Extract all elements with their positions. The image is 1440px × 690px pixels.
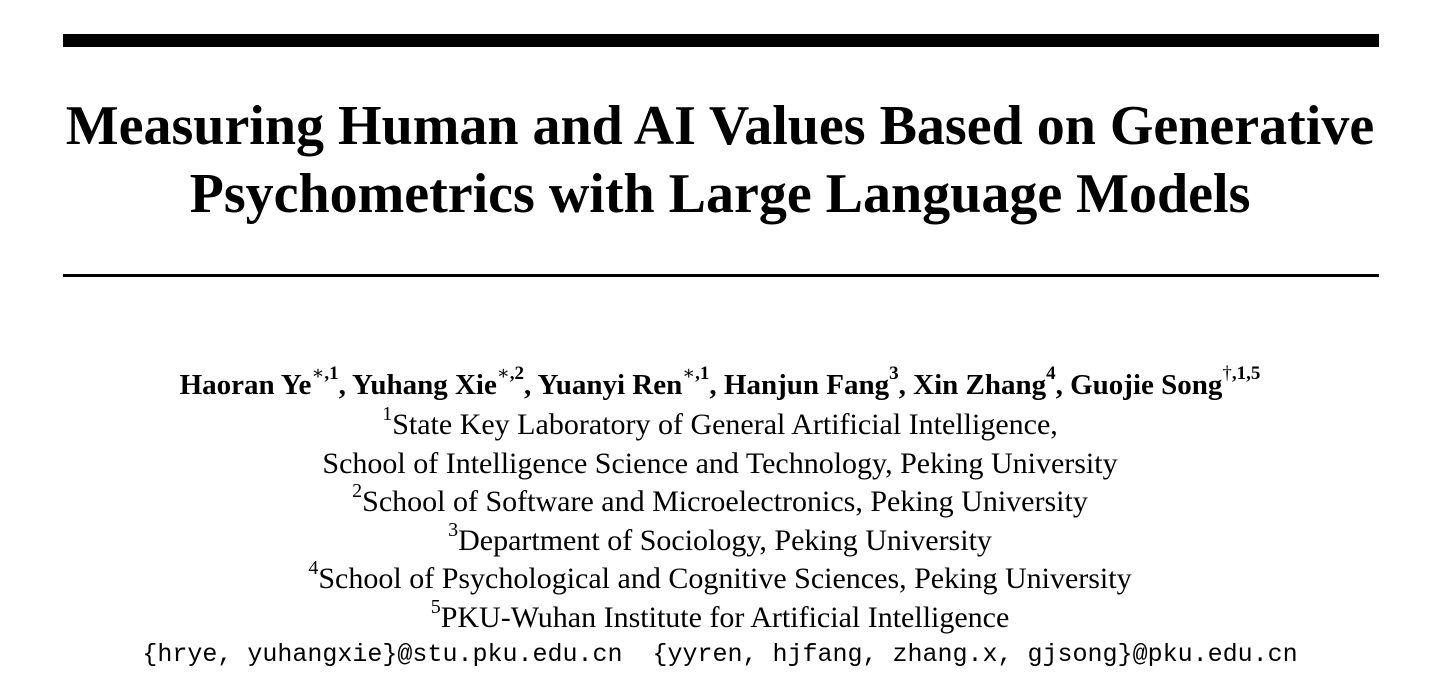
title-line-1: Measuring Human and AI Values Based on Generative [65, 95, 1375, 157]
email-group[interactable]: {hrye, yuhangxie}@stu.pku.edu.cn [142, 640, 623, 669]
email-line [0, 637, 1440, 673]
affiliation: $^1$State Key Laboratory of General Artificial Intelligence, [382, 403, 1058, 441]
bottom-rule [63, 274, 1379, 277]
author: Haoran $Ye^{∗,1}$, [179, 363, 353, 401]
title-line-2: Psychometrics with Large Language Models [189, 163, 1251, 225]
affiliation: $^5$PKU-Wuhan Institute for Artificial Intelligence [430, 595, 1010, 634]
affiliation: $^4$School of Psychological and Cognitive Sciences, Peking University [308, 557, 1132, 596]
affiliation: $^3$Department of Sociology, Peking University [448, 518, 992, 557]
author: Guojie Song$^{\dagger,1,5}$ [1070, 363, 1261, 401]
author: Hanjun Fang$^3$, [723, 363, 914, 401]
affiliation: School of Intelligence Science and Technology, Peking University [322, 446, 1118, 480]
author: Yuhang Xie$^{∗,2}$, [352, 363, 538, 401]
affiliation: $^2$School of Software and Microelectronics, Peking University [352, 480, 1088, 519]
author-list [0, 365, 1440, 405]
affiliation-list [0, 403, 1440, 638]
top-rule [63, 34, 1379, 47]
email-group[interactable]: {yyren, hjfang, zhang.x, gjsong}@pku.edu.cn [652, 640, 1298, 669]
paper-title [40, 92, 1400, 228]
author: Xin Zhang$^4$, [913, 363, 1071, 401]
author: Yuanyi Ren$^{∗,1}$, [537, 363, 724, 401]
